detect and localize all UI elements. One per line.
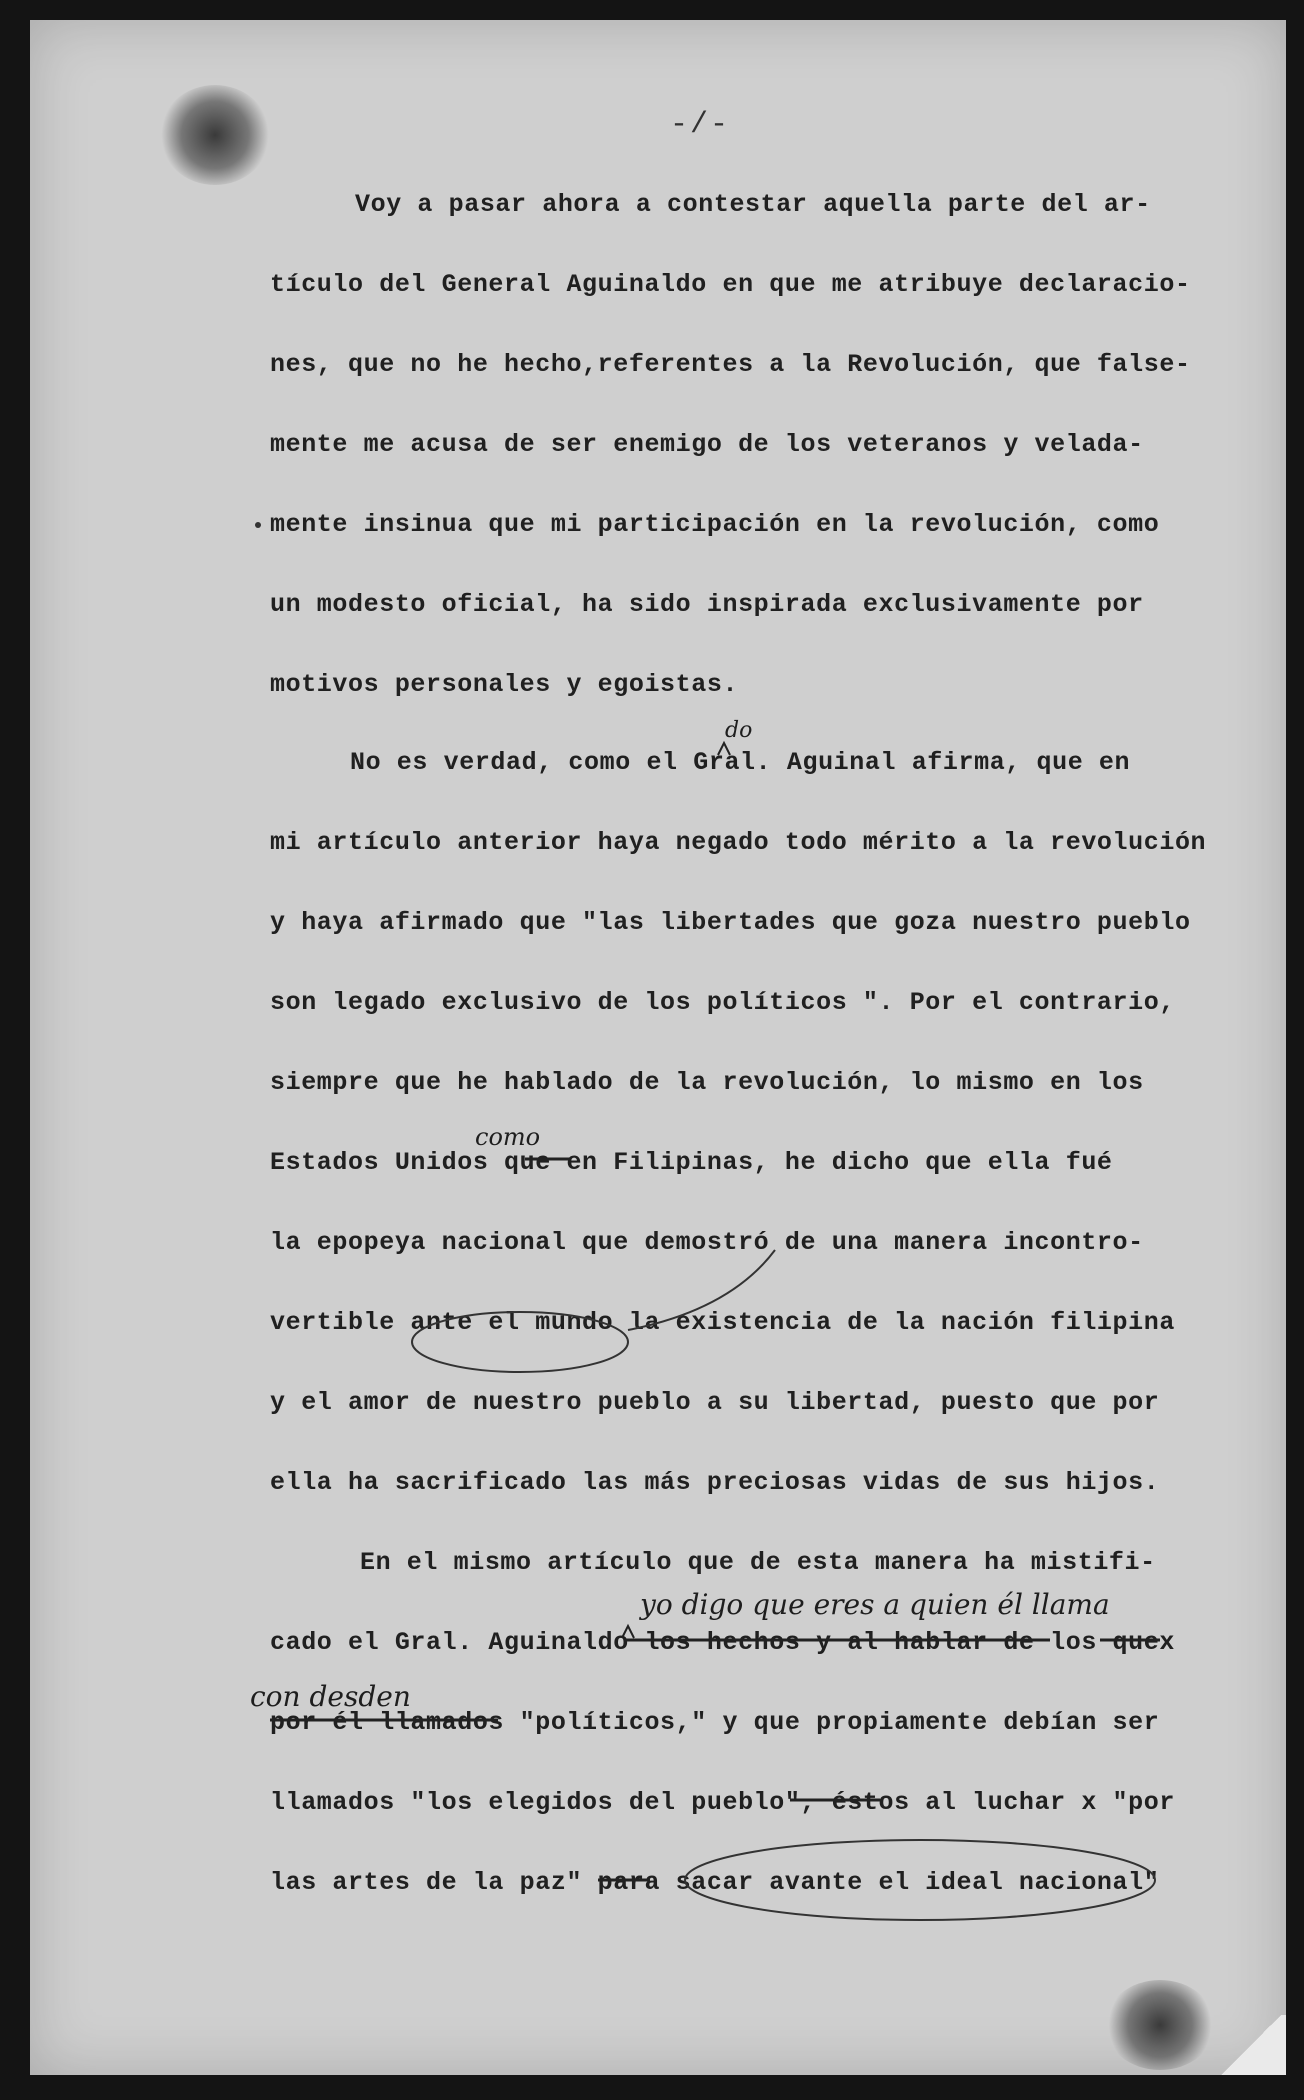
text-line: motivos personales y egoistas.	[270, 670, 739, 699]
text-line: son legado exclusivo de los políticos ". Por el contrario,	[270, 988, 1175, 1017]
insertion-caret	[718, 743, 730, 755]
text-line: y haya afirmado que "las libertades que goza nuestro pueblo	[270, 908, 1191, 937]
text-line: tículo del General Aguinaldo en que me atribuye declaracio-	[270, 270, 1191, 299]
text-line: por él llamados "políticos," y que propiamente debían ser	[270, 1708, 1160, 1737]
text-line: mi artículo anterior haya negado todo mérito a la revolución	[270, 828, 1207, 857]
document-page	[30, 20, 1286, 2075]
move-arrow	[628, 1250, 775, 1330]
text-line: No es verdad, como el Gral. Aguinal afirma, que en	[350, 748, 1131, 777]
text-line: nes, que no he hecho,referentes a la Revolución, que false-	[270, 350, 1191, 379]
text-line: las artes de la paz" para sacar avante el ideal nacional"	[270, 1868, 1160, 1897]
margin-dot	[255, 522, 261, 528]
text-line: siempre que he hablado de la revolución, lo mismo en los	[270, 1068, 1144, 1097]
handwritten-insertion: como	[475, 1123, 541, 1151]
text-line: y el amor de nuestro pueblo a su libertad, puesto que por	[270, 1388, 1160, 1417]
circled-phrase	[685, 1840, 1155, 1920]
handwritten-margin-note: con desden	[250, 1680, 411, 1713]
page-number: -/-	[670, 108, 731, 142]
handwritten-insertion: yo digo que eres a quien él llama	[640, 1588, 1110, 1621]
editing-marks	[30, 20, 1286, 2075]
text-line: ella ha sacrificado las más preciosas vidas de sus hijos.	[270, 1468, 1160, 1497]
insertion-caret	[622, 1626, 634, 1638]
text-line: Estados Unidos que en Filipinas, he dicho que ella fué	[270, 1148, 1113, 1177]
text-line: cado el Gral. Aguinaldo los hechos y al hablar de los quex	[270, 1628, 1175, 1657]
text-line: Voy a pasar ahora a contestar aquella parte del ar-	[355, 190, 1151, 219]
text-line: llamados "los elegidos del pueblo", éstos al luchar x "por	[270, 1788, 1175, 1817]
text-line: la epopeya nacional que demostró de una manera incontro-	[270, 1228, 1144, 1257]
text-line: mente me acusa de ser enemigo de los veteranos y velada-	[270, 430, 1144, 459]
text-line: un modesto oficial, ha sido inspirada exclusivamente por	[270, 590, 1144, 619]
text-line: mente insinua que mi participación en la revolución, como	[270, 510, 1160, 539]
text-line: vertible ante el mundo la existencia de la nación filipina	[270, 1308, 1175, 1337]
text-line: En el mismo artículo que de esta manera ha mistifi-	[360, 1548, 1156, 1577]
handwritten-insertion: do	[725, 718, 753, 743]
circled-phrase	[412, 1312, 628, 1372]
